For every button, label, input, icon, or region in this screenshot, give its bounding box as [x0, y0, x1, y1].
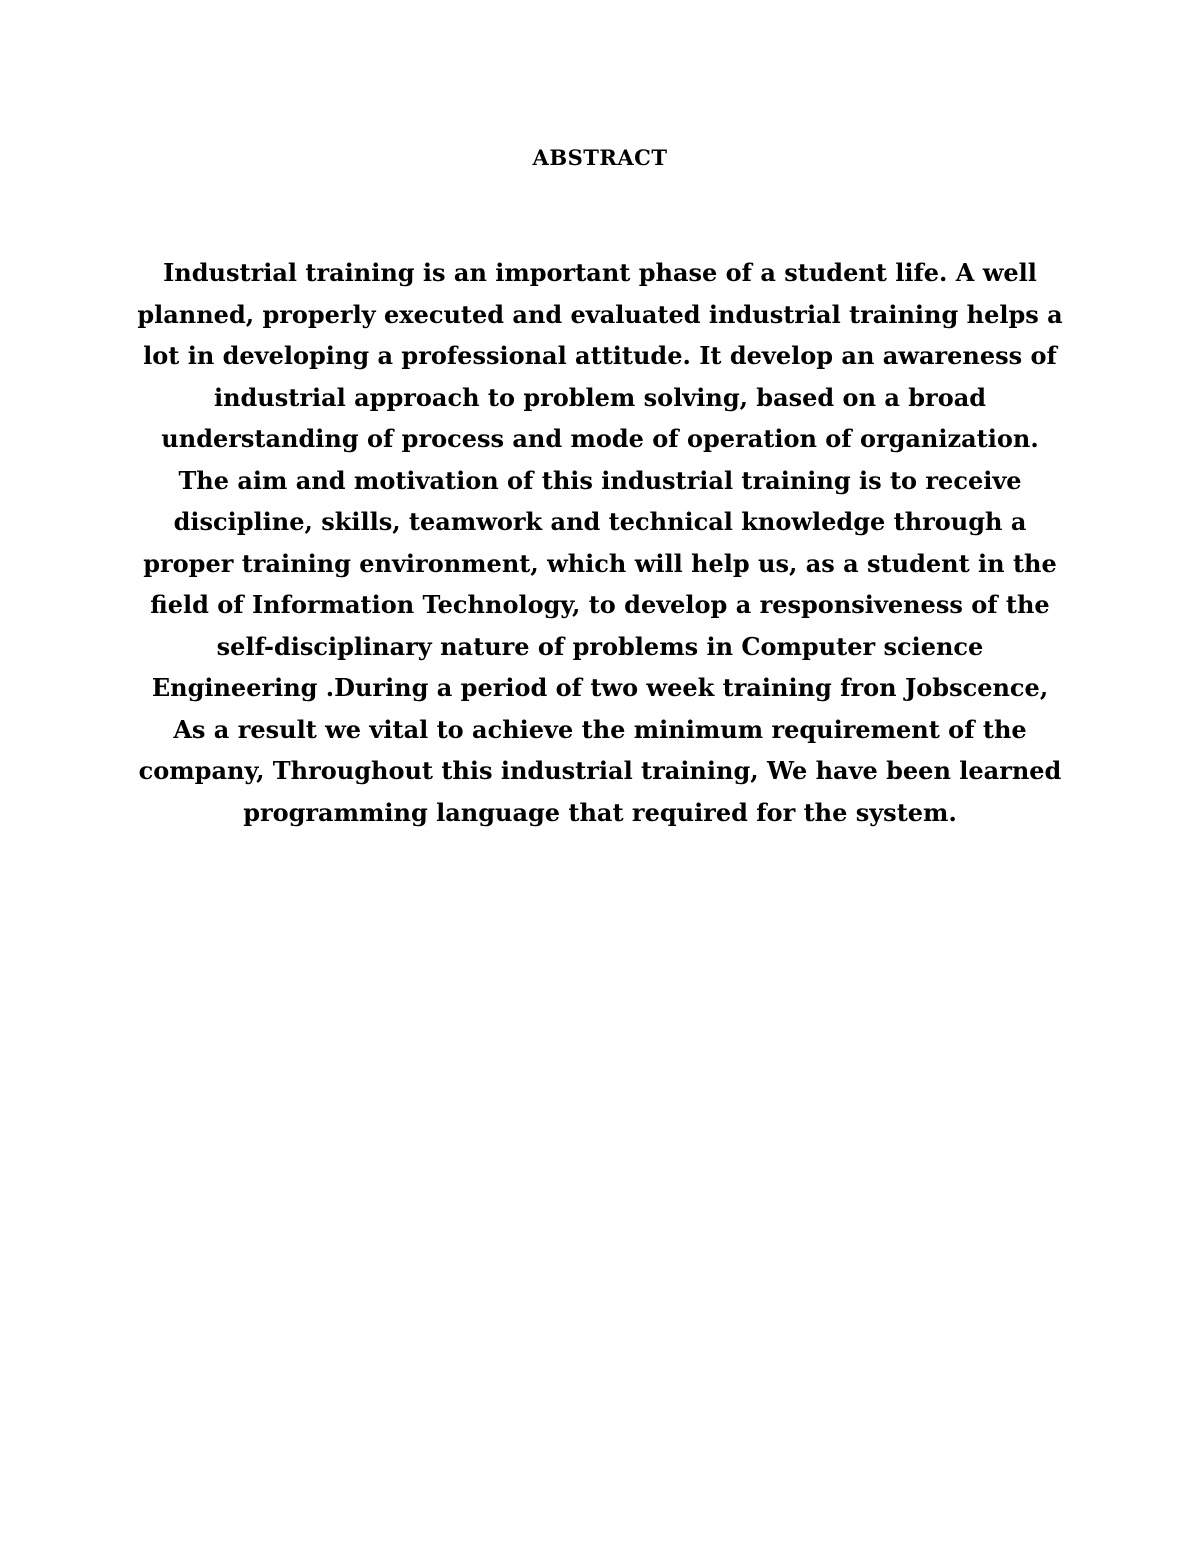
abstract-line: field of Information Technology, to develop a responsiveness of the	[150, 590, 1050, 619]
abstract-heading: ABSTRACT	[532, 145, 668, 170]
abstract-line: Engineering .During a period of two week training fron Jobscence,	[151, 673, 1049, 702]
abstract-line: The aim and motivation of this industrial training is to receive	[178, 465, 1022, 495]
abstract-line: planned, properly executed and evaluated industrial training helps a	[137, 299, 1063, 329]
abstract-body	[130, 252, 1070, 833]
abstract-line: discipline, skills, teamwork and technical knowledge through a	[173, 507, 1027, 536]
abstract-line: Industrial training is an important phase of a student life. A well	[163, 258, 1037, 287]
abstract-line: proper training environment, which will help us, as a student in the	[143, 548, 1057, 578]
abstract-line: self-disciplinary nature of problems in Computer science	[216, 631, 984, 661]
abstract-line: industrial approach to problem solving, based on a broad	[213, 382, 987, 412]
abstract-line: understanding of process and mode of operation of organization.	[161, 424, 1039, 453]
abstract-line: programming language that required for the system.	[243, 797, 957, 827]
abstract-line: lot in developing a professional attitude. It develop an awareness of	[143, 341, 1057, 370]
abstract-line: company, Throughout this industrial training, We have been learned	[138, 756, 1062, 785]
abstract-line: As a result we vital to achieve the minimum requirement of the	[173, 714, 1027, 744]
